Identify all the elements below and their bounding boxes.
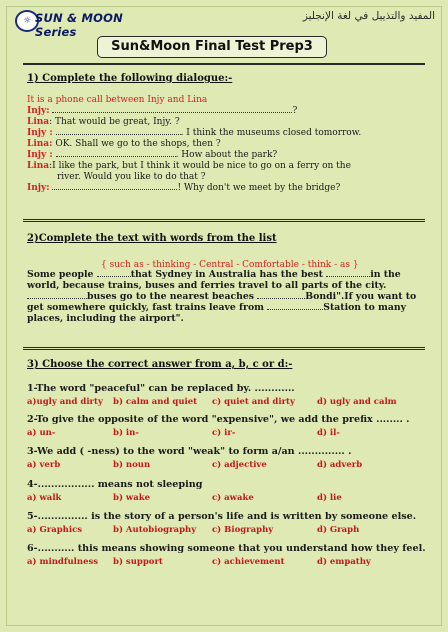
option-c[interactable]: c) ir- [212, 428, 236, 438]
option-b[interactable]: b) Autobiography [113, 525, 197, 535]
option-c[interactable]: c) achievement [212, 557, 285, 567]
dialogue-line: Injy : . I think the museums closed tomorrow. [27, 128, 362, 138]
option-b[interactable]: b) support [113, 557, 163, 567]
option-c[interactable]: c) Biography [212, 525, 274, 535]
section2-heading: 2)Complete the text with words from the list [27, 233, 277, 244]
dialogue-line: Injy : . How about the park? [27, 150, 278, 160]
option-d[interactable]: d) empathy [317, 557, 371, 567]
sun-moon-icon: ☼ [15, 10, 39, 32]
divider [23, 219, 425, 222]
option-b[interactable]: b) wake [113, 493, 151, 503]
option-d[interactable]: d) il- [317, 428, 340, 438]
question-text: 5-............... is the story of a person's life and is written by someone else. [27, 511, 417, 522]
question-text: 4-................. means not sleeping [27, 479, 203, 490]
answer-blank[interactable] [52, 112, 292, 113]
dialogue-intro: It is a phone call between Injy and Lina [27, 95, 208, 105]
option-c[interactable]: c) awake [212, 493, 254, 503]
dialogue-line: Lina: That would be great, Injy. ? [27, 117, 180, 127]
dialogue-line: Injy: ! Why don't we meet by the bridge? [27, 183, 341, 193]
worksheet-page [6, 6, 442, 626]
question-text: 3-We add ( -ness) to the word "weak" to form a/an .............. . [27, 446, 352, 457]
option-d[interactable]: d) adverb [317, 460, 363, 470]
option-c[interactable]: c) quiet and dirty [212, 397, 295, 407]
answer-blank[interactable] [56, 134, 181, 135]
answer-blank[interactable] [56, 156, 176, 157]
option-a[interactable]: a) walk [27, 493, 62, 503]
divider [23, 347, 425, 350]
dialogue-line: river. Would you like to do that ? [57, 172, 206, 182]
logo-text: SUN & MOON Series [35, 11, 123, 39]
divider [23, 63, 425, 65]
dialogue-line: Lina:I like the park, but I think it would be nice to go on a ferry on the [27, 161, 351, 171]
arabic-subtitle: المفيد والتذييل في لغة الإنجليز [302, 10, 435, 22]
section1-heading: 1) Complete the following dialogue:- [27, 73, 233, 84]
option-a[interactable]: a) verb [27, 460, 61, 470]
option-d[interactable]: d) lie [317, 493, 342, 503]
option-a[interactable]: a) un- [27, 428, 56, 438]
question-text: 2-To give the opposite of the word "expensive", we add the prefix ........ . [27, 414, 410, 425]
word-list: { such as - thinking - Central - Comfortable - think - as } [101, 260, 359, 270]
question-text: 6-........... this means showing someone that you understand how they feel. [27, 543, 426, 554]
option-d[interactable]: d) Graph [317, 525, 360, 535]
option-a[interactable]: a) mindfulness [27, 557, 99, 567]
answer-blank[interactable] [257, 298, 305, 299]
option-b[interactable]: b) noun [113, 460, 151, 470]
answer-blank[interactable] [97, 276, 131, 277]
dialogue-line: Lina: OK. Shall we go to the shops, then ? [27, 139, 221, 149]
answer-blank[interactable] [267, 309, 323, 310]
answer-blank[interactable] [27, 298, 87, 299]
option-b[interactable]: b) in- [113, 428, 139, 438]
option-a[interactable]: a)ugly and dirty [27, 397, 103, 407]
page-title: Sun&Moon Final Test Prep3 [97, 36, 327, 58]
cloze-paragraph: Some people that Sydney in Australia has the best in the world, because trains, buses and ferries travel to all parts of the city. buses go to the nearest beaches Bondi".If you want to get somewhere quickly, fast trains leave from Station to many places, including the airport". [27, 269, 417, 324]
answer-blank[interactable] [326, 276, 370, 277]
option-d[interactable]: d) ugly and calm [317, 397, 397, 407]
section3-heading: 3) Choose the correct answer from a, b, c or d:- [27, 359, 293, 370]
answer-blank[interactable] [52, 189, 177, 190]
option-a[interactable]: a) Graphics [27, 525, 83, 535]
series-logo [15, 10, 165, 39]
dialogue-line: Injy: ? [27, 106, 298, 116]
option-c[interactable]: c) adjective [212, 460, 267, 470]
question-text: 1-The word "peaceful" can be replaced by. ............ [27, 383, 295, 394]
option-b[interactable]: b) calm and quiet [113, 397, 198, 407]
